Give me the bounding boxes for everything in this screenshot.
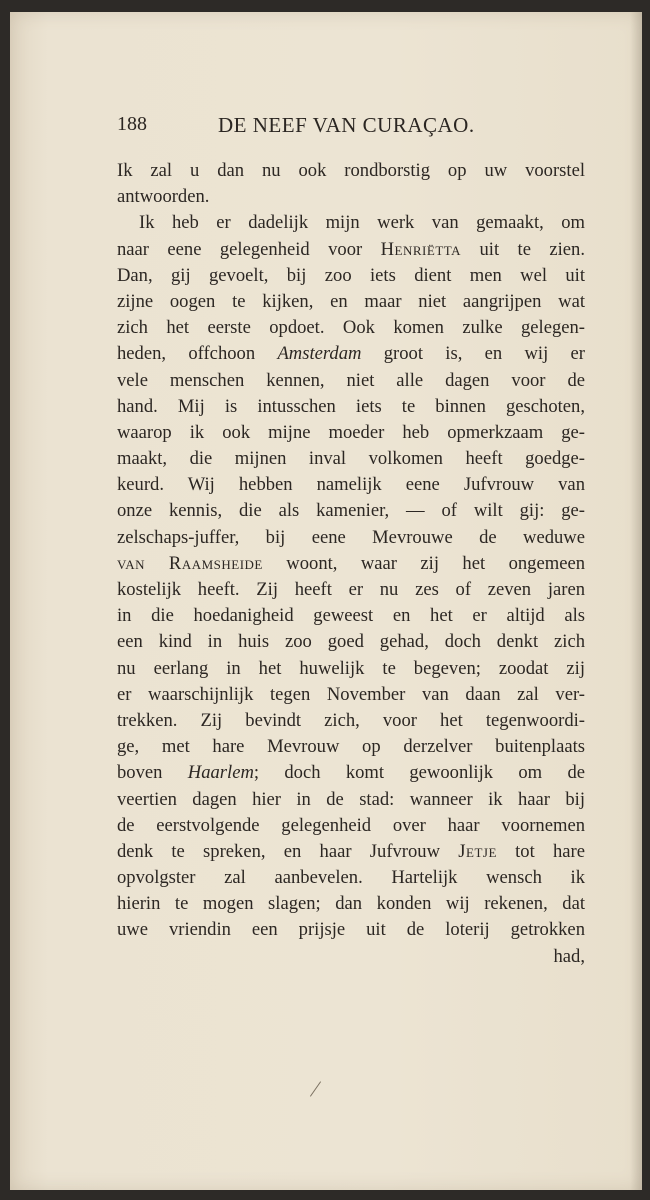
text-line: de eerstvolgende gelegenheid over haar voornemen [117,814,585,836]
text-line: veertien dagen hier in de stad: wanneer ik haar bij [117,788,585,810]
text-line: Dan, gij gevoelt, bij zoo iets dient men wel uit [117,264,585,286]
text-line: ge, met hare Mevrouw op derzelver buitenplaats [117,736,585,758]
page-gutter-shadow [630,12,642,1190]
text-line: maakt, die mijnen inval volkomen heeft goedge- [117,448,585,470]
text-line: keurd. Wij hebben namelijk eene Jufvrouw van [117,474,585,496]
text-line: een kind in huis zoo goed gehad, doch denkt zich [117,631,585,653]
text-line: had, [553,945,585,967]
text-line: er waarschijnlijk tegen November van daan zal ver- [117,683,585,705]
body-text [117,158,585,970]
text-line: kostelijk heeft. Zij heeft er nu zes of zeven jaren [117,579,585,600]
text-run: heden, offchoon [117,343,278,365]
text-line: zijne oogen te kijken, en maar niet aangrijpen wat [117,290,585,312]
text-run: groot is, en wij er [361,343,585,365]
page-number: 188 [117,113,147,135]
text-run: woont, waar zij het ongemeen [262,552,585,574]
text-line: onze kennis, die als kamenier, — of wilt gij: ge- [117,500,585,522]
text-line: zich het eerste opdoet. Ook komen zulke gelegen- [117,317,585,339]
text-line: waarop ik ook mijne moeder heb opmerkzaam ge- [117,421,585,443]
text-line: zelschaps-juffer, bij eene Mevrouwe de weduwe [117,526,585,548]
small-caps-name: van Raamsheide [117,552,263,574]
small-caps-name: Jetje [458,840,497,862]
text-run: boven [117,762,188,784]
italic-place-name: Haarlem [187,762,254,784]
text-line: uwe vriendin een prijsje uit de loterij getrokken [117,919,585,941]
text-run: denk te spreken, en haar Jufvrouw [117,840,459,862]
page-header [117,105,497,135]
text-line [117,237,585,263]
text-line: hand. Mij is intusschen iets te binnen geschoten, [117,395,585,417]
text-line: opvolgster zal aanbevelen. Hartelijk wensch ik [117,867,585,889]
text-line: Ik heb er dadelijk mijn werk van gemaakt, om [139,212,585,234]
small-caps-name: Henriëtta [380,238,462,260]
text-line [117,760,585,786]
text-line: in die hoedanigheid geweest en het er altijd als [117,605,585,627]
text-run: tot hare [496,840,585,862]
text-line: vele menschen kennen, niet alle dagen voor de [117,369,585,391]
italic-place-name: Amsterdam [277,343,362,365]
text-run: uit te zien. [461,238,585,260]
text-run: naar eene gelegenheid voor [117,238,381,260]
text-line [117,341,585,367]
text-line: Ik zal u dan nu ook rondborstig op uw voorstel [117,160,585,181]
running-title: DE NEEF VAN CURAÇAO. [218,113,475,137]
text-line: hierin te mogen slagen; dan konden wij rekenen, dat [117,893,585,915]
text-line [117,551,585,577]
text-line [117,839,585,865]
text-line: trekken. Zij bevindt zich, voor het tegenwoordi- [117,709,585,731]
text-run: ; doch komt gewoonlijk om de [253,762,585,784]
text-line: nu eerlang in het huwelijk te begeven; zoodat zij [117,657,585,679]
text-line: antwoorden. [117,186,210,208]
